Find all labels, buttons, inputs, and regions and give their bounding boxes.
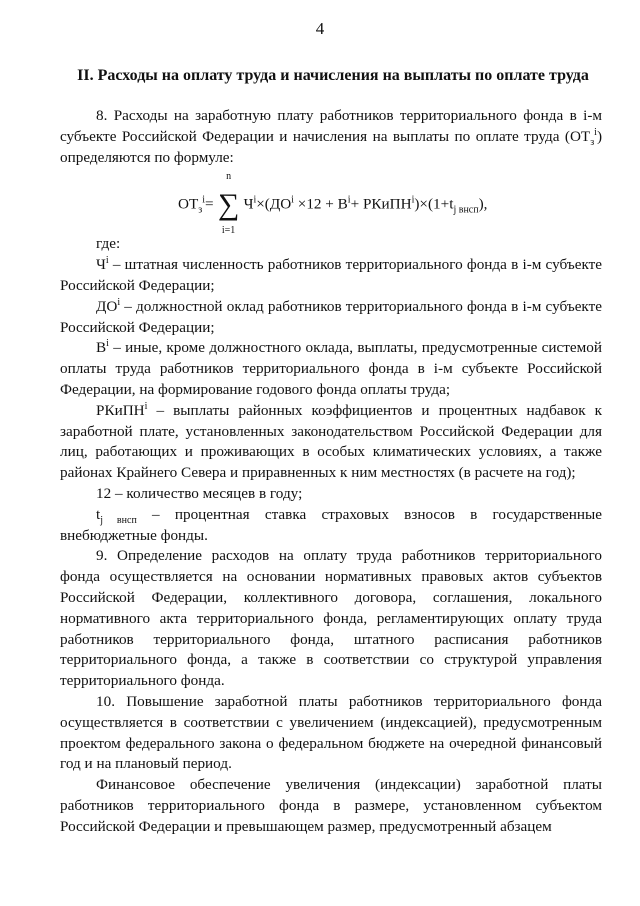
ot-superscript: i	[594, 126, 597, 138]
definition-sup: i	[117, 296, 121, 308]
formula-part-3: + РКиПН	[350, 195, 412, 213]
section-heading: II. Расходы на оплату труда и начисления на выплаты по оплате труда	[77, 67, 589, 84]
definition-sup: i	[106, 338, 109, 350]
definition-symbol: В	[96, 339, 107, 357]
formula-do-sup: i	[291, 194, 294, 206]
formula-rk-sup: i	[411, 194, 415, 206]
formula-lhs-sub: з	[198, 204, 203, 216]
paragraph-10: 10. Повышение заработной платы работников территориального фонда осуществляется в соответствии с увеличением (индексацией), предусмотренным проектом федерального закона о федеральном бюджете на очередной финансовый год и на плановый период.	[60, 692, 602, 773]
formula-lhs: ОТ	[178, 195, 199, 213]
paragraph-8-text: 8. Расходы на заработную плату работников территориального фонда в i-м субъекте Российской Федерации и начисления на выплаты по оплате труда (ОТ	[60, 107, 602, 145]
definition-text: – иные, кроме должностного оклада, выплаты, предусмотренные системой оплаты труда работников территориального фонда в i-м субъекте Российской Федерации, на формирование годового фонда оплаты труда;	[60, 339, 602, 398]
definition-text: – выплаты районных коэффициентов и процентных надбавок к заработной плате, установленных законодательством Российской Федерации для лиц, работающих и проживающих в особых климатических условиях, а также районах Крайнего Севера и приравненных к ним местностях (в расчете на год);	[60, 401, 602, 482]
paragraph-finance: Финансовое обеспечение увеличения (индексации) заработной платы работников территориального фонда в размере, установленном субъектом Российской Федерации и превышающем размер, предусмотренный абзацем	[60, 776, 602, 835]
formula-part-1: ×(ДО	[256, 195, 292, 213]
definition-text: – штатная численность работников территориального фонда в i-м субъекте Российской Федерации;	[60, 256, 602, 294]
definition-v	[60, 338, 602, 400]
paragraph-8	[60, 106, 602, 168]
definition-sup: i	[105, 255, 109, 267]
formula-t-sub: j внсп	[453, 204, 479, 216]
definition-symbol: ДО	[96, 297, 118, 315]
formula-v-sup: i	[347, 194, 351, 206]
formula-part-4: )×(1+t	[414, 195, 454, 213]
formula-block	[60, 171, 602, 237]
formula-end: ),	[478, 195, 488, 213]
page-number: 4	[315, 19, 325, 38]
definition-sub: j внсп	[100, 514, 137, 526]
definition-do	[60, 297, 602, 339]
ot-subscript: з	[590, 136, 595, 148]
definition-text: – процентная ставка страховых взносов в государственные внебюджетные фонды.	[60, 505, 602, 544]
definition-sup: i	[144, 400, 148, 412]
where-label: где:	[96, 235, 121, 253]
formula-ch-sup: i	[253, 194, 257, 206]
definition-ch	[60, 255, 602, 297]
paragraph-9: 9. Определение расходов на оплату труда работников территориального фонда осуществляется на основании нормативных правовых актов субъектов Российской Федерации, коллективного договора, соглашения, локального нормативного акта территориального фонда, регламентирующих оплату труда работников территориального фонда, штатного расписания работников территориального фонда, а также в соответствии со структурой управления территориального фонда.	[60, 547, 602, 690]
definition-text: – должностной оклад работников территориального фонда в i-м субъекте Российской Федерации;	[60, 297, 602, 336]
formula-part-2: ×12 + В	[293, 195, 348, 213]
formula-ch: Ч	[243, 195, 254, 213]
sum-sign: ∑	[217, 188, 240, 222]
document-body	[60, 106, 602, 838]
definition-symbol: t	[96, 505, 101, 523]
definition-t	[60, 505, 602, 547]
definition-12: 12 – количество месяцев в году;	[96, 484, 303, 502]
formula	[178, 171, 488, 237]
formula-lhs-sup: i	[202, 194, 205, 206]
sum-upper-limit: n	[226, 171, 232, 183]
formula-equals: =	[204, 195, 214, 213]
sum-operator	[216, 171, 242, 237]
paragraph-8-tail: ) определяются по формуле:	[60, 127, 602, 166]
definition-rkipn	[60, 401, 602, 484]
sum-lower-limit: i=1	[221, 225, 236, 237]
definition-symbol: Ч	[96, 256, 106, 274]
definition-symbol: РКиПН	[96, 401, 145, 419]
